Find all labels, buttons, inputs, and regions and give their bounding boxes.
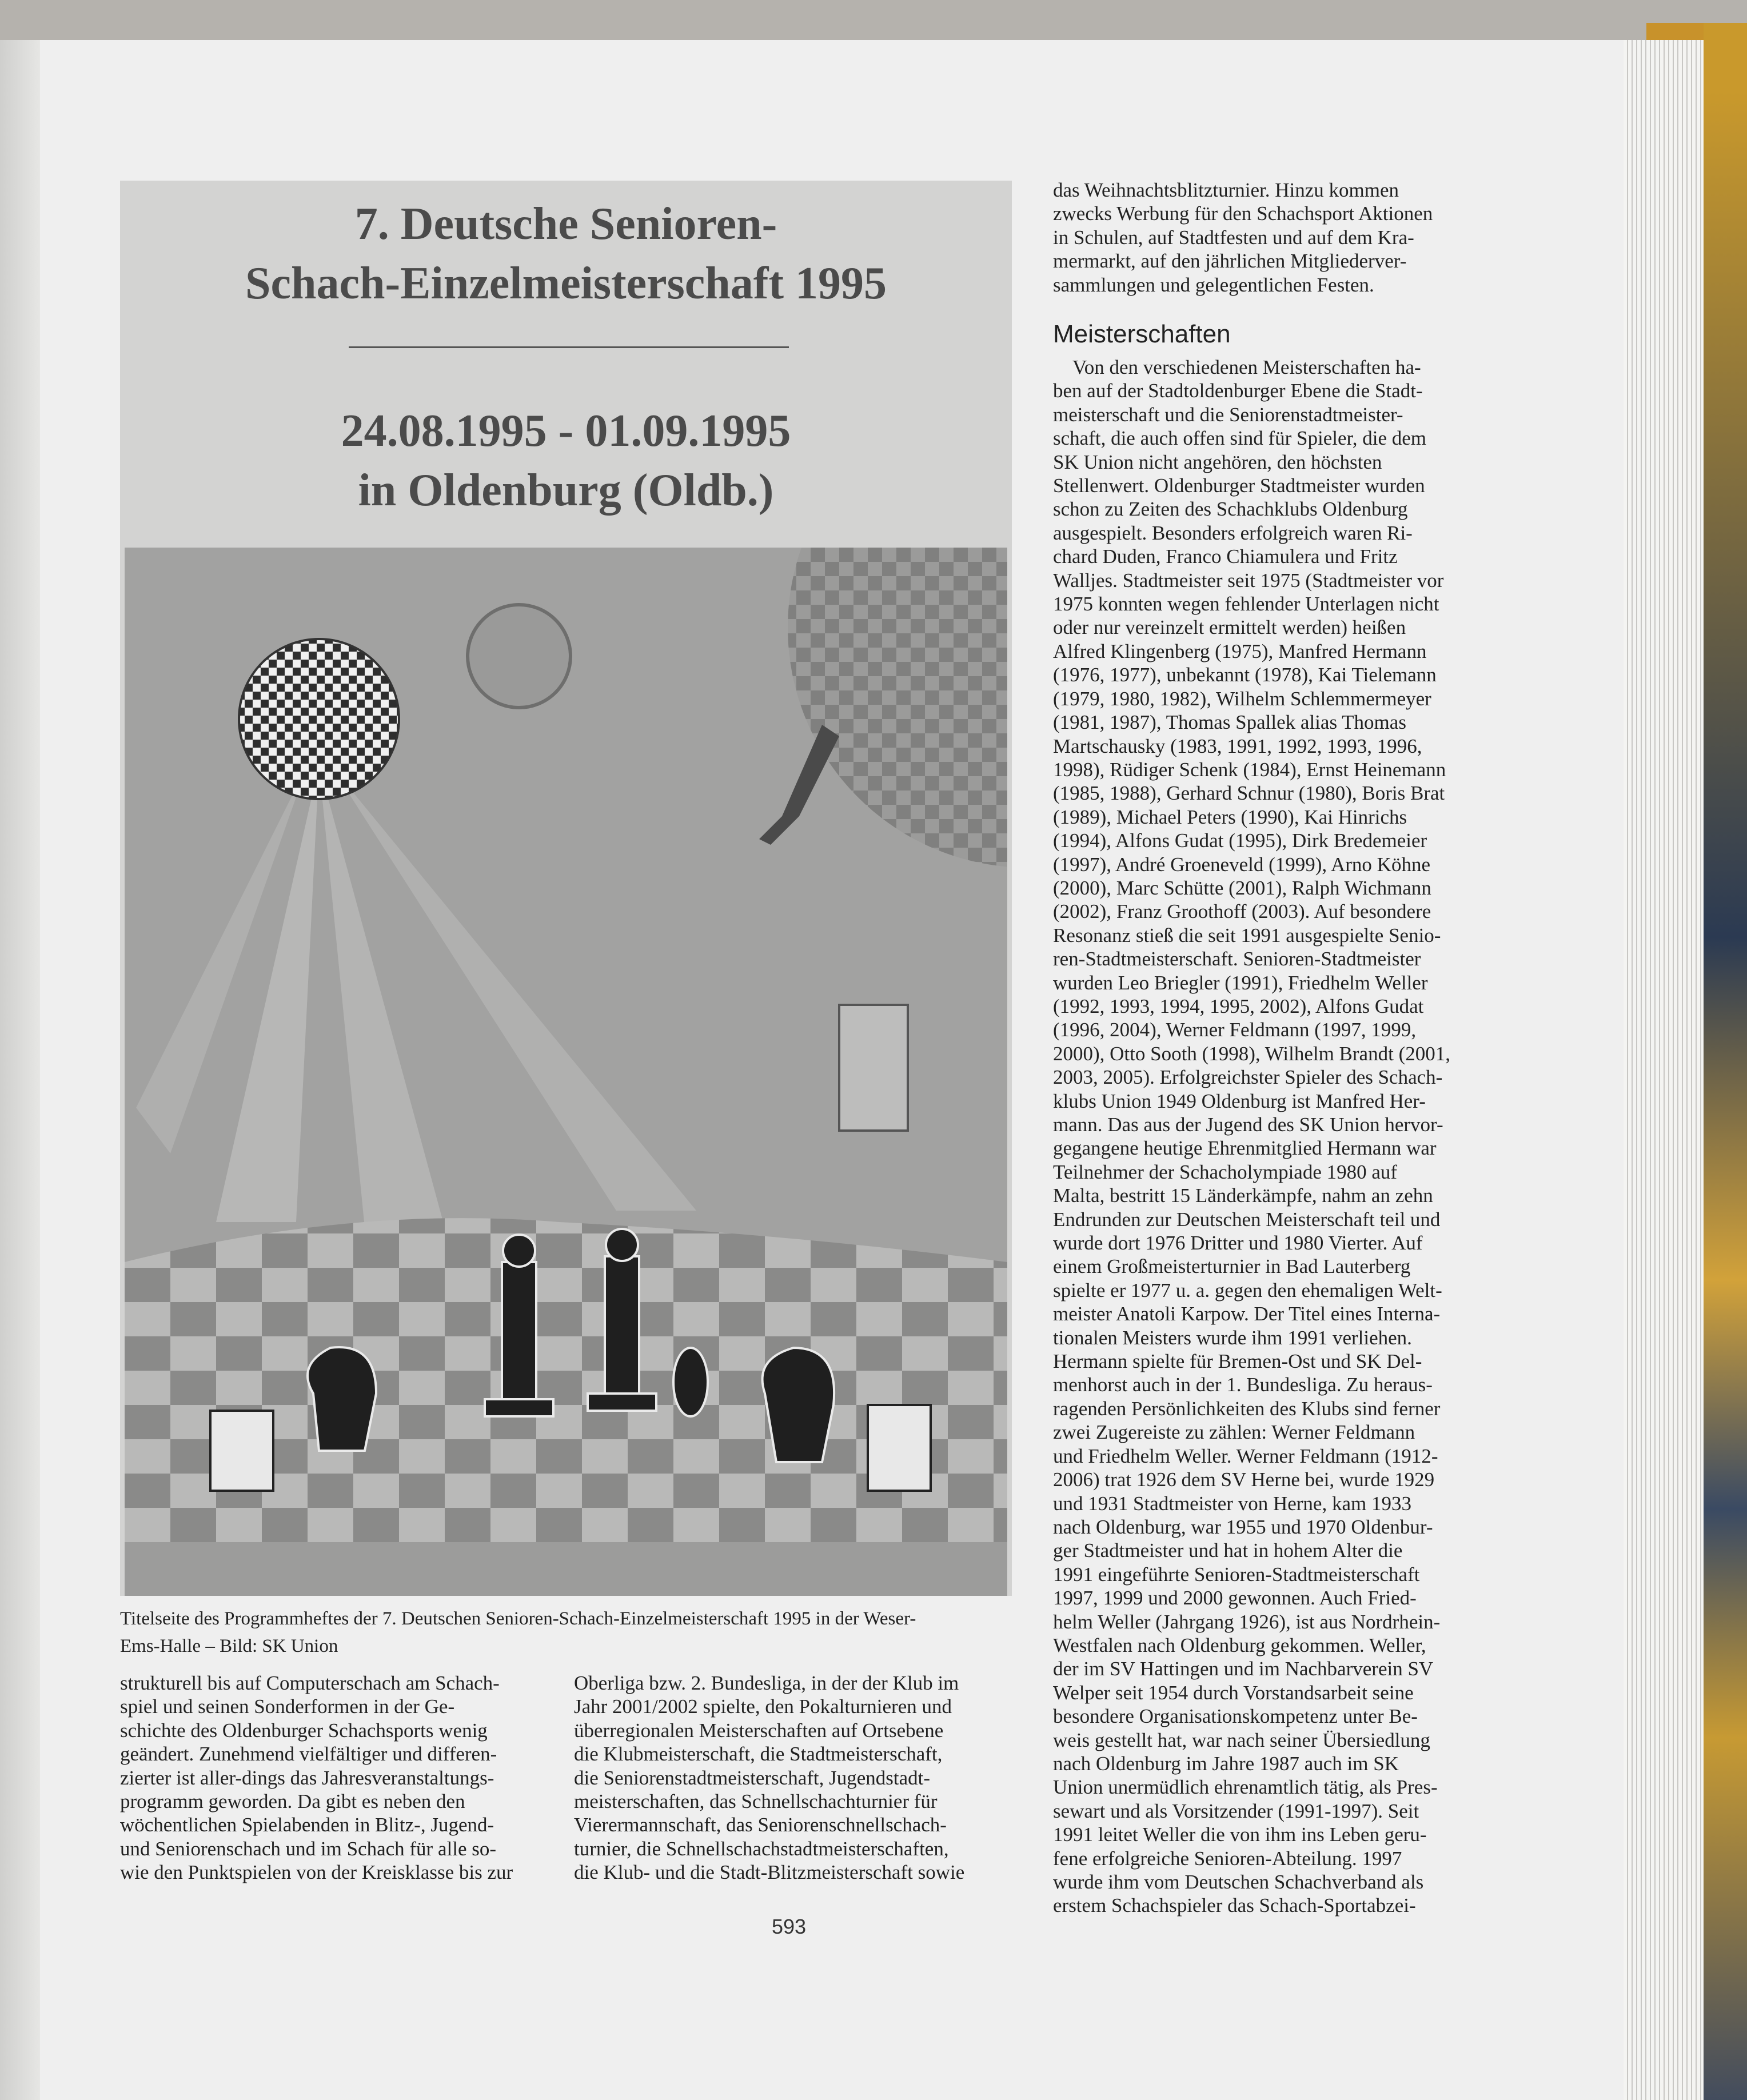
text-line: einem Großmeisterturnier in Bad Lauterberg (1053, 1255, 1411, 1278)
text-line: zwei Zugereiste zu zählen: Werner Feldmann (1053, 1421, 1415, 1444)
text-line: die Klub- und die Stadt-Blitzmeisterschaft sowie (574, 1861, 965, 1884)
text-line: schaft, die auch offen sind für Spieler, die dem (1053, 427, 1427, 450)
programme-cover-figure (120, 181, 1012, 1596)
text-line: wöchentlichen Spielabenden in Blitz-, Jugend- (120, 1814, 494, 1836)
text-line: ragenden Persönlichkeiten des Klubs sind ferner (1053, 1397, 1441, 1420)
text-line: in Schulen, auf Stadtfesten und auf dem Kra- (1053, 226, 1414, 249)
cover-divider (349, 346, 789, 348)
text-line: 1975 konnten wegen fehlender Unterlagen nicht (1053, 593, 1439, 616)
bottom-middle-column (574, 1671, 1014, 1885)
text-line: Martschausky (1983, 1991, 1992, 1993, 1996, (1053, 734, 1422, 757)
text-line: (1996, 2004), Werner Feldmann (1997, 1999, (1053, 1019, 1417, 1041)
text-line: strukturell bis auf Computerschach am Schach- (120, 1672, 500, 1694)
text-line: Welper seit 1954 durch Vorstandsarbeit seine (1053, 1681, 1414, 1704)
section-heading: Meisterschaften (1053, 320, 1231, 348)
bottom-left-column (120, 1671, 543, 1885)
text-line: Jahr 2001/2002 spielte, den Pokalturnieren und (574, 1695, 952, 1718)
text-line: wurde dort 1976 Dritter und 1980 Vierter. Auf (1053, 1232, 1423, 1255)
text-line: (1997), André Groeneveld (1999), Arno Köhne (1053, 853, 1430, 876)
text-line: nach Oldenburg im Jahre 1987 auch im SK (1053, 1752, 1399, 1775)
text-line: (2002), Franz Groothoff (2003). Auf besondere (1053, 900, 1431, 923)
right-column-body (1053, 356, 1487, 1918)
text-line: turnier, die Schnellschachstadtmeisterschaften, (574, 1837, 949, 1860)
text-line: wurde ihm vom Deutschen Schachverband als (1053, 1871, 1424, 1893)
figure-caption (120, 1605, 1035, 1660)
text-line: ren-Stadtmeisterschaft. Senioren-Stadtmeister (1053, 948, 1421, 971)
text-line: Resonanz stieß die seit 1991 ausgespielte Senio- (1053, 924, 1441, 947)
text-line: (2000), Marc Schütte (2001), Ralph Wichmann (1053, 876, 1431, 899)
caption-line1: Titelseite des Programmheftes der 7. Deutschen Senioren-Schach-Einzelmeisterschaft 1995 in der Weser- (120, 1608, 916, 1629)
text-line: Stellenwert. Oldenburger Stadtmeister wurden (1053, 474, 1425, 497)
page-edges (1624, 40, 1704, 2100)
text-line: Malta, bestritt 15 Länderkämpfe, nahm an zehn (1053, 1184, 1433, 1207)
text-line: Oberliga bzw. 2. Bundesliga, in der der Klub im (574, 1672, 959, 1694)
cover-date (120, 401, 1012, 520)
text-line: 1991 leitet Weller die von ihm ins Leben geru- (1053, 1823, 1427, 1846)
text-line: schichte des Oldenburger Schachsports wenig (120, 1719, 488, 1742)
text-line: zierter ist aller-dings das Jahresveranstaltungs- (120, 1766, 494, 1789)
text-line: (1989), Michael Peters (1990), Kai Hinrichs (1053, 805, 1407, 828)
text-line: und 1931 Stadtmeister von Herne, kam 1933 (1053, 1492, 1411, 1515)
text-line: die Seniorenstadtmeisterschaft, Jugendstadt- (574, 1766, 931, 1789)
text-line: das Weihnachtsblitzturnier. Hinzu kommen (1053, 179, 1399, 201)
text-line: helm Weller (Jahrgang 1926), ist aus Nordrhein- (1053, 1610, 1441, 1633)
text-line: Vierermannschaft, das Seniorenschnellschach- (574, 1814, 947, 1836)
text-line: 2006) trat 1926 dem SV Herne bei, wurde 1929 (1053, 1468, 1435, 1491)
text-line: wurden Leo Briegler (1991), Friedhelm Weller (1053, 971, 1428, 994)
text-line: 1998), Rüdiger Schenk (1984), Ernst Heinemann (1053, 758, 1446, 781)
text-line: gegangene heutige Ehrenmitglied Hermann war (1053, 1137, 1437, 1160)
text-line: schon zu Zeiten des Schachklubs Oldenburg (1053, 498, 1408, 521)
text-line: sewart und als Vorsitzender (1991-1997). Seit (1053, 1799, 1419, 1822)
text-line: 2003, 2005). Erfolgreichster Spieler des Schach- (1053, 1066, 1443, 1089)
text-line: Alfred Klingenberg (1975), Manfred Hermann (1053, 640, 1427, 662)
text-line: Westfalen nach Oldenburg gekommen. Weller, (1053, 1634, 1426, 1656)
text-line: Teilnehmer der Schacholympiade 1980 auf (1053, 1160, 1398, 1183)
text-line: (1994), Alfons Gudat (1995), Dirk Bredemeier (1053, 829, 1427, 852)
scan-background-top (0, 0, 1747, 40)
cover-date-line2: in Oldenburg (Oldb.) (358, 465, 774, 516)
text-line: Hermann spielte für Bremen-Ost und SK Del- (1053, 1350, 1422, 1373)
cover-painting (125, 548, 1007, 1596)
text-line: erstem Schachspieler das Schach-Sportabzei- (1053, 1894, 1416, 1917)
text-line: geändert. Zunehmend vielfältiger und differen- (120, 1743, 497, 1766)
text-line: (1985, 1988), Gerhard Schnur (1980), Boris Brat (1053, 782, 1445, 805)
text-line: meisterschaft und die Seniorenstadtmeister- (1053, 403, 1403, 426)
text-line: chard Duden, Franco Chiamulera und Fritz (1053, 545, 1398, 568)
text-line: sammlungen und gelegentlichen Festen. (1053, 273, 1374, 296)
text-line: 1997, 1999 und 2000 gewonnen. Auch Fried- (1053, 1587, 1417, 1610)
text-line: mann. Das aus der Jugend des SK Union hervor- (1053, 1113, 1443, 1136)
text-line: und Seniorenschach und im Schach für alle so- (120, 1837, 497, 1860)
book-gutter (0, 40, 40, 2100)
text-line: menhorst auch in der 1. Bundesliga. Zu heraus- (1053, 1374, 1433, 1396)
text-line: (1976, 1977), unbekannt (1978), Kai Tielemann (1053, 664, 1437, 686)
chess-painting-illustration (125, 548, 1007, 1596)
text-line: überregionalen Meisterschaften auf Ortsebene (574, 1719, 944, 1742)
text-line: 2000), Otto Sooth (1998), Wilhelm Brandt (2001, (1053, 1042, 1450, 1065)
text-line: ger Stadtmeister und hat in hohem Alter die (1053, 1539, 1403, 1562)
text-line: zwecks Werbung für den Schachsport Aktionen (1053, 202, 1433, 225)
text-line: die Klubmeisterschaft, die Stadtmeisterschaft, (574, 1743, 943, 1766)
text-line: spielte er 1977 u. a. gegen den ehemaligen Welt- (1053, 1279, 1442, 1301)
text-line: spiel und seinen Sonderformen in der Ge- (120, 1695, 455, 1718)
text-line: ausgespielt. Besonders erfolgreich waren Ri- (1053, 521, 1413, 544)
page-number: 593 (771, 1915, 807, 1938)
text-line: meisterschaften, das Schnellschachturnier für (574, 1790, 938, 1813)
caption-line2: Ems-Halle – Bild: SK Union (120, 1636, 338, 1656)
text-line: wie den Punktspielen von der Kreisklasse bis zur (120, 1861, 513, 1884)
cover-title (120, 194, 1012, 313)
text-line: oder nur vereinzelt ermittelt werden) heißen (1053, 616, 1406, 639)
text-line: tionalen Meisters wurde ihm 1991 verliehen. (1053, 1326, 1412, 1349)
text-line: Walljes. Stadtmeister seit 1975 (Stadtmeister vor (1053, 569, 1444, 592)
text-line: besondere Organisationskompetenz unter Be- (1053, 1705, 1418, 1728)
text-line: fene erfolgreiche Senioren-Abteilung. 1997 (1053, 1847, 1402, 1870)
text-line: nach Oldenburg, war 1955 und 1970 Oldenbur- (1053, 1515, 1433, 1538)
text-line: programm geworden. Da gibt es neben den (120, 1790, 465, 1813)
text-line: Endrunden zur Deutschen Meisterschaft teil und (1053, 1208, 1441, 1231)
book-cover-edge (1704, 23, 1747, 2100)
text-line: (1992, 1993, 1994, 1995, 2002), Alfons Gudat (1053, 995, 1424, 1017)
text-line: 1991 eingeführte Senioren-Stadtmeisterschaft (1053, 1563, 1420, 1586)
text-line: und Friedhelm Weller. Werner Feldmann (1912- (1053, 1444, 1438, 1467)
cover-title-line2: Schach-Einzelmeisterschaft 1995 (245, 258, 887, 309)
cover-title-line1: 7. Deutsche Senioren- (354, 199, 777, 249)
text-line: Union unermüdlich ehrenamtlich tätig, als Pres- (1053, 1776, 1438, 1799)
text-line: ben auf der Stadtoldenburger Ebene die Stadt- (1053, 380, 1423, 402)
text-line: (1979, 1980, 1982), Wilhelm Schlemmermeyer (1053, 687, 1431, 710)
text-line: SK Union nicht angehören, den höchsten (1053, 450, 1382, 473)
text-line: Von den verschiedenen Meisterschaften ha- (1072, 356, 1421, 378)
text-line: klubs Union 1949 Oldenburg ist Manfred Her- (1053, 1089, 1426, 1112)
right-column-top (1053, 178, 1487, 297)
text-line: mermarkt, auf den jährlichen Mitgliederver- (1053, 250, 1407, 273)
cover-date-line1: 24.08.1995 - 01.09.1995 (341, 406, 791, 456)
text-line: der im SV Hattingen und im Nachbarverein SV (1053, 1658, 1434, 1680)
text-line: (1981, 1987), Thomas Spallek alias Thomas (1053, 711, 1406, 734)
text-line: weis gestellt hat, war nach seiner Übersiedlung (1053, 1728, 1430, 1751)
text-line: meister Anatoli Karpow. Der Titel eines Interna- (1053, 1303, 1441, 1326)
